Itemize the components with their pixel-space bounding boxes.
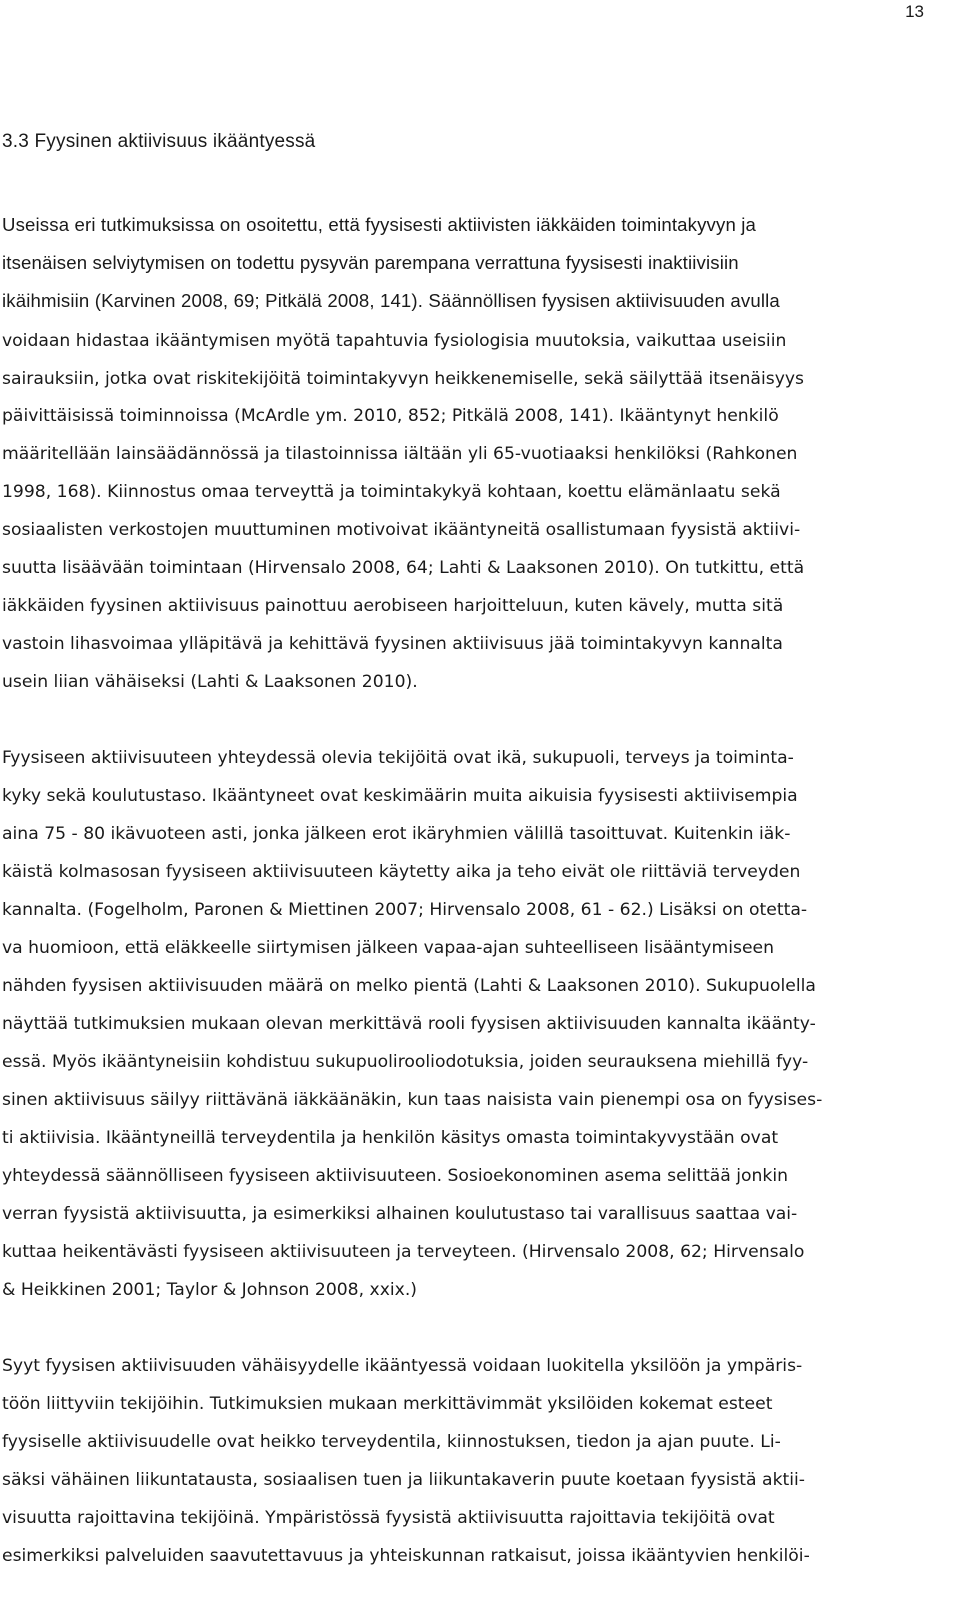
text-line: käistä kolmasosan fyysiseen aktiivisuuteen käytetty aika ja teho eivät ole riittäviä terveyden (2, 862, 801, 882)
text-line: ti aktiivisia. Ikääntyneillä terveydentila ja henkilön käsitys omasta toimintakyvystään ovat (2, 1128, 779, 1148)
text-line: päivittäisissä toiminnoissa (McArdle ym. 2010, 852; Pitkälä 2008, 141). Ikääntynyt henkilö (2, 406, 779, 426)
text-line: sosiaalisten verkostojen muuttuminen motivoivat ikääntyneitä osallistumaan fyysistä aktiivi- (2, 520, 801, 540)
text-line: fyysiselle aktiivisuudelle ovat heikko terveydentila, kiinnostuksen, tiedon ja ajan puute. Li- (2, 1432, 781, 1452)
text-line: voidaan hidastaa ikääntymisen myötä tapahtuvia fysiologisia muutoksia, vaikuttaa useisiin (2, 331, 787, 351)
section-heading: 3.3 Fyysinen aktiivisuus ikääntyessä (2, 131, 316, 152)
text-line: näyttää tutkimuksien mukaan olevan merkittävä rooli fyysisen aktiivisuuden kannalta ikäänty- (2, 1014, 816, 1034)
text-line: töön liittyviin tekijöihin. Tutkimuksien mukaan merkittävimmät yksilöiden kokemat esteet (2, 1394, 773, 1414)
text-line: Fyysiseen aktiivisuuteen yhteydessä olevia tekijöitä ovat ikä, sukupuoli, terveys ja toiminta- (2, 748, 794, 768)
text-line: essä. Myös ikääntyneisiin kohdistuu sukupuolirooliodotuksia, joiden seurauksena miehillä fyy- (2, 1052, 809, 1072)
text-line: ikäihmisiin (Karvinen 2008, 69; Pitkälä 2008, 141). Säännöllisen fyysisen aktiivisuuden avulla (2, 290, 780, 311)
text-line: aina 75 - 80 ikävuoteen asti, jonka jälkeen erot ikäryhmien välillä tasoittuvat. Kuitenkin iäk- (2, 824, 791, 844)
text-line: sinen aktiivisuus säilyy riittävänä iäkkäänäkin, kun taas naisista vain pienempi osa on fyysises- (2, 1090, 823, 1110)
page-number: 13 (905, 2, 924, 21)
text-line: itsenäisen selviytymisen on todettu pysyvän parempana verrattuna fyysisesti inaktiivisiin (2, 252, 739, 273)
text-line: verran fyysistä aktiivisuutta, ja esimerkiksi alhainen koulutustaso tai varallisuus saattaa vai- (2, 1204, 798, 1224)
text-line: usein liian vähäiseksi (Lahti & Laaksonen 2010). (2, 672, 418, 692)
text-line: määritellään lainsäädännössä ja tilastoinnissa iältään yli 65-vuotiaaksi henkilöksi (Rahkonen (2, 444, 798, 464)
text-line: suutta lisäävään toimintaan (Hirvensalo 2008, 64; Lahti & Laaksonen 2010). On tutkittu, että (2, 558, 805, 578)
text-line: esimerkiksi palveluiden saavutettavuus ja yhteiskunnan ratkaisut, joissa ikääntyvien henkilöi- (2, 1546, 810, 1566)
text-line: sairauksiin, jotka ovat riskitekijöitä toimintakyvyn heikkenemiselle, sekä säilyttää itsenäisyys (2, 369, 804, 389)
text-line: Syyt fyysisen aktiivisuuden vähäisyydelle ikääntyessä voidaan luokitella yksilöön ja ympäris- (2, 1356, 803, 1376)
text-line: kyky sekä koulutustaso. Ikääntyneet ovat keskimäärin muita aikuisia fyysisesti aktiivisempia (2, 786, 798, 806)
text-line: visuutta rajoittavina tekijöinä. Ympäristössä fyysistä aktiivisuutta rajoittavia tekijöitä ovat (2, 1508, 775, 1528)
text-line: kuttaa heikentävästi fyysiseen aktiivisuuteen ja terveyteen. (Hirvensalo 2008, 62; Hirvensalo (2, 1242, 805, 1262)
text-line: vastoin lihasvoimaa ylläpitävä ja kehittävä fyysinen aktiivisuus jää toimintakyvyn kannalta (2, 634, 783, 654)
text-line: 1998, 168). Kiinnostus omaa terveyttä ja toimintakykyä kohtaan, koettu elämänlaatu sekä (2, 482, 781, 502)
text-line: & Heikkinen 2001; Taylor & Johnson 2008, xxix.) (2, 1280, 418, 1300)
text-line: yhteydessä säännölliseen fyysiseen aktiivisuuteen. Sosioekonominen asema selittää jonkin (2, 1166, 789, 1186)
text-line: va huomioon, että eläkkeelle siirtymisen jälkeen vapaa-ajan suhteelliseen lisääntymiseen (2, 938, 774, 958)
text-line: Useissa eri tutkimuksissa on osoitettu, että fyysisesti aktiivisten iäkkäiden toimintakyvyn ja (2, 214, 757, 235)
text-line: iäkkäiden fyysinen aktiivisuus painottuu aerobiseen harjoitteluun, kuten kävely, mutta sitä (2, 596, 784, 616)
text-line: nähden fyysisen aktiivisuuden määrä on melko pientä (Lahti & Laaksonen 2010). Sukupuolella (2, 976, 816, 996)
text-line: kannalta. (Fogelholm, Paronen & Miettinen 2007; Hirvensalo 2008, 61 - 62.) Lisäksi on otetta- (2, 900, 808, 920)
text-line: säksi vähäinen liikuntatausta, sosiaalisen tuen ja liikuntakaverin puute koetaan fyysistä aktii- (2, 1470, 806, 1490)
